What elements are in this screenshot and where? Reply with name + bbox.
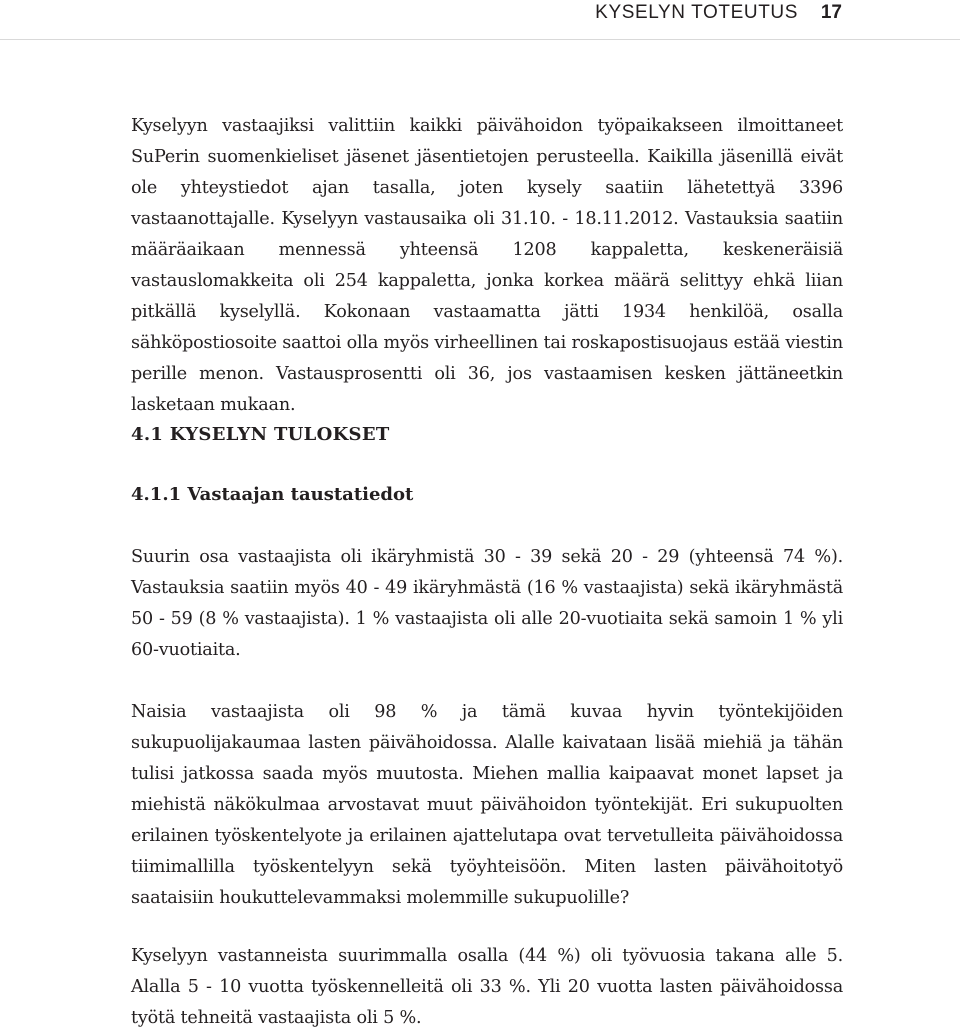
subsection-heading: 4.1.1 Vastaajan taustatiedot [131, 484, 414, 505]
page-number: 17 [820, 2, 842, 23]
section-heading: 4.1 KYSELYN TULOKSET [131, 424, 390, 445]
paragraph-survey-implementation [131, 111, 843, 421]
page-header [0, 0, 960, 40]
running-title: KYSELYN TOTEUTUS [595, 2, 798, 23]
paragraph-text: Naisia vastaajista oli 98 % ja tämä kuvaa hyvin työntekijöiden sukupuolijakaumaa lasten päivähoidossa. Alalle kaivataan lisää miehiä ja tähän tulisi jatkossa saada myös muutosta. Miehen mallia kaipaavat monet lapset ja miehistä näkökulmaa arvostavat muut päivähoidon työntekijät. Eri sukupuolten erilainen työskentelyote ja erilainen ajattelutapa ovat tervetulleita päivähoidossa tiimimallilla työskentelyyn sekä työyhteisöön. Miten lasten päivähoitotyö saataisiin houkuttelevammaksi molemmille sukupuolille? [131, 702, 843, 908]
paragraph-text: Suurin osa vastaajista oli ikäryhmistä 30 - 39 sekä 20 - 29 (yhteensä 74 %). Vastauksia saatiin myös 40 - 49 ikäryhmästä (16 % vastaajista) sekä ikäryhmästä 50 - 59 (8 % vastaajista). 1 % vastaajista oli alle 20-vuotiaita sekä samoin 1 % yli 60-vuotiaita. [131, 547, 843, 660]
paragraph-gender-distribution [131, 697, 843, 914]
paragraph-work-experience [131, 941, 843, 1034]
paragraph-text: Kyselyyn vastaajiksi valittiin kaikki päivähoidon työpaikakseen ilmoittaneet SuPerin suomenkieliset jäsenet jäsentietojen perusteella. Kaikilla jäsenillä eivät ole yhteystiedot ajan tasalla, joten kysely saatiin lähetettyä 3396 vastaanottajalle. Kyselyyn vastausaika oli 31.10. - 18.11.2012. Vastauksia saatiin määräaikaan mennessä yhteensä 1208 kappaletta, keskeneräisiä vastauslomakkeita oli 254 kappaletta, jonka korkea määrä selittyy ehkä liian pitkällä kyselyllä. Kokonaan vastaamatta jätti 1934 henkilöä, osalla sähköpostiosoite saattoi olla myös virheellinen tai roskapostisuojaus estää viestin perille menon. Vastausprosentti oli 36, jos vastaamisen kesken jättäneetkin lasketaan mukaan. [131, 116, 843, 415]
paragraph-text: Kyselyyn vastanneista suurimmalla osalla (44 %) oli työvuosia takana alle 5. Alalla 5 - 10 vuotta työskennelleitä oli 33 %. Yli 20 vuotta lasten päivähoidossa työtä tehneitä vastaajista oli 5 %. [131, 946, 843, 1028]
paragraph-age-groups [131, 542, 843, 666]
